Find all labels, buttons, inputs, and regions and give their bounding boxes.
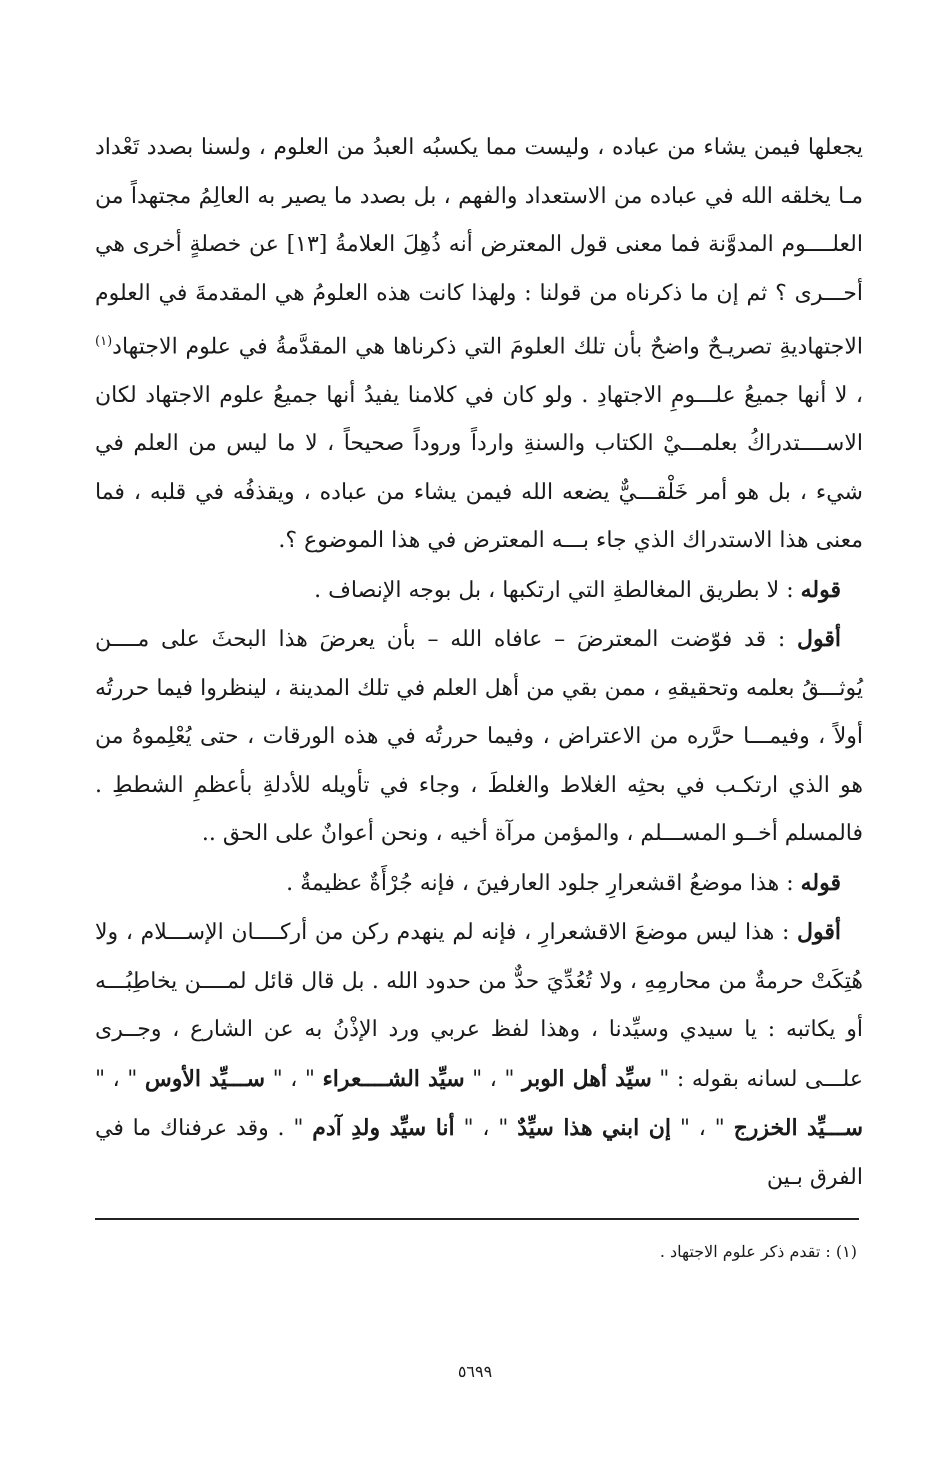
paragraph-1-continuation: ، لا أنها جميعُ علـــومِ الاجتهادِ . ولو كان في كلامنا يفيدُ أنها جميعُ علوم الاجتهاد لكان الاســــتدراكُ بعلمـــيْ الكتاب والسنةِ وارداً وروداً صحيحاً ، لا ما ليس من العلم في شيء ، بل هو أمر خَلْقـــيٌّ يضعه الله فيمن يشاء من عباده ، ويقذفُه في قلبه ، فما معنى هذا الاستدراك الذي جاء بـــه المعترض في هذا الموضوع ؟.	[95, 382, 863, 554]
separator: " ، "	[671, 1116, 734, 1142]
quote-6: أنا سيِّد ولدِ آدم	[312, 1115, 455, 1142]
footnote-reference: (١)	[95, 334, 113, 349]
footnote: (١) : تقدم ذكر علوم الاجتهاد .	[659, 1242, 857, 1261]
qawluhu-label: قوله	[800, 576, 841, 603]
aqulu-label: أقول	[797, 919, 841, 946]
paragraph-2	[95, 566, 863, 616]
paragraph-2-text: : لا بطريق المغالطةِ التي ارتكبها ، بل بوجه الإنصاف .	[314, 577, 801, 603]
qawluhu-label: قوله	[800, 869, 841, 896]
separator: " ، "	[95, 1066, 145, 1092]
footnote-divider	[95, 1218, 859, 1220]
aqulu-label: أقول	[797, 626, 841, 653]
paragraph-5-text: : هذا ليس موضعَ الاقشعرارِ ، فإنه لم ينهدم ركن من أركــــان الإســـلام ، ولا هُتِكَتْ حرمةٌ من محارمِهِ ، ولا تُعُدِّيَ حدٌّ من حدود الله . بل قال قائل لمــــن يخاطِبُـــه أو يكاتبه : يا سيدي وسيِّدنا ، وهذا لفظ عربي ورد الإذْنُ به عن الشارع ، وجــرى علـــى لسانه بقوله : "	[95, 920, 863, 1092]
separator: " ، "	[454, 1116, 518, 1142]
quote-2: سيِّد الشــــعراء	[322, 1065, 465, 1092]
separator: " ، "	[464, 1066, 523, 1092]
quote-3: ســـيِّد الأوس	[144, 1065, 266, 1092]
separator: " ، "	[265, 1066, 323, 1092]
quote-1: سيِّد أهل الوبر	[522, 1065, 652, 1092]
paragraph-1-text: يجعلها فيمن يشاء من عباده ، وليست مما يكسبُه العبدُ من العلوم ، ولسنا بصدد تَعْداد مـا يخلقه الله في عباده من الاستعداد والفهم ، بل بصدد ما يصير به العالِمُ مجتهداً من العلــــوم المدوَّنة فما معنى قول المعترض أنه ذُهِلَ العلامةُ [١٣] عن خصلةٍ أخرى هي أحـــرى ؟ ثم إن ما ذكرناه من قولنا : ولهذا كانت هذه العلومُ هي المقدمةَ في العلوم الاجتهاديةِ تصريـحٌ واضحٌ بأن تلك العلومَ التي ذكرناها هي المقدَّمةُ في علوم الاجتهاد	[95, 135, 863, 360]
quote-5: إن ابني هذا سيِّدٌ	[517, 1115, 672, 1142]
paragraph-1	[95, 124, 863, 566]
paragraph-4	[95, 859, 863, 909]
paragraph-3-text: : قد فوّضت المعترضَ – عافاه الله – بأن يعرضَ هذا البحثَ على مــــن يُوثـــقُ بعلمه وتحقيقهِ ، ممن بقي من أهل العلم في تلك المدينة ، لينظروا فيما حررتُه أولاً ، وفيمـــا حرَّره من الاعتراض ، وفيما حررتُه في هذه الورقات ، حتى يُعْلِموهُ من هو الذي ارتكـب في بحثِه الغلاط والغلطَ ، وجاء في تأويله للأدلةِ بأعظمِ الشططِ . فالمسلم أخــو المســـلم ، والمؤمن مرآة أخيه ، ونحن أعوانٌ على الحق ..	[95, 627, 863, 847]
paragraph-5	[95, 908, 863, 1202]
paragraph-5-ending: " . وقد عرفناك ما في الفرق بـين	[95, 1116, 863, 1190]
paragraph-3	[95, 615, 863, 859]
paragraph-4-text: : هذا موضعُ اقشعرارِ جلود العارفينَ ، فإنه جُرْأَةٌ عظيمةٌ .	[286, 870, 801, 896]
quote-4: ســـيِّد الخزرج	[733, 1115, 864, 1142]
page-number: ٥٦٩٩	[457, 1362, 493, 1381]
main-text	[95, 124, 863, 1202]
